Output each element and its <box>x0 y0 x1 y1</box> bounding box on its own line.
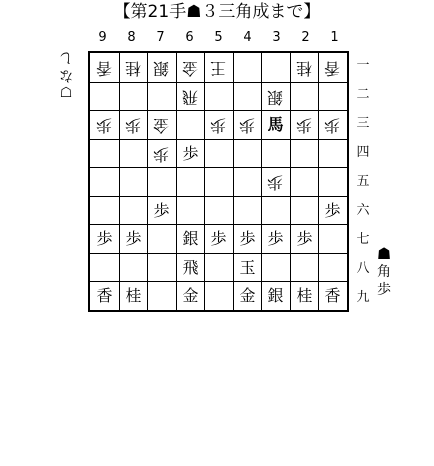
piece-glyph: 桂 <box>296 58 313 78</box>
piece-glyph: 香 <box>96 58 113 78</box>
piece-glyph: 馬 <box>267 114 284 134</box>
rank-label: 四 <box>356 145 370 160</box>
piece-glyph: 歩 <box>153 144 170 164</box>
sente-piece[interactable] <box>261 110 290 139</box>
piece-glyph: 飛 <box>182 87 199 107</box>
piece-glyph: 金 <box>182 58 199 78</box>
piece-glyph: 歩 <box>267 172 284 192</box>
piece-glyph: 歩 <box>324 115 341 135</box>
file-label: 9 <box>98 30 107 45</box>
rank-label: 七 <box>356 232 370 247</box>
file-label: 8 <box>127 30 136 45</box>
piece-glyph: 歩 <box>182 143 199 163</box>
gote-piece[interactable] <box>90 53 119 82</box>
gote-piece[interactable] <box>318 110 347 139</box>
sente-piece[interactable] <box>90 281 119 310</box>
piece-glyph: 歩 <box>153 200 170 220</box>
sente-piece[interactable] <box>90 224 119 253</box>
piece-glyph: 歩 <box>324 200 341 220</box>
file-labels <box>88 28 349 48</box>
gote-hand-label: なし <box>59 49 73 83</box>
piece-glyph: 玉 <box>239 257 256 277</box>
piece-glyph: 銀 <box>267 285 284 305</box>
rank-label: 三 <box>356 116 370 131</box>
file-label: 1 <box>330 30 339 45</box>
gote-piece[interactable] <box>176 82 205 111</box>
piece-glyph: 歩 <box>296 115 313 135</box>
gote-piece[interactable] <box>204 53 233 82</box>
file-label: 7 <box>156 30 165 45</box>
piece-glyph: 歩 <box>96 115 113 135</box>
gote-piece[interactable] <box>290 110 319 139</box>
gote-piece[interactable] <box>261 82 290 111</box>
piece-glyph: 歩 <box>267 228 284 248</box>
gote-piece[interactable] <box>290 53 319 82</box>
piece-glyph: 桂 <box>296 285 313 305</box>
rank-labels <box>353 51 373 312</box>
piece-glyph: 桂 <box>125 58 142 78</box>
file-label: 3 <box>272 30 281 45</box>
piece-glyph: 歩 <box>125 228 142 248</box>
gote-piece[interactable] <box>176 53 205 82</box>
gote-piece[interactable] <box>119 110 148 139</box>
piece-glyph: 香 <box>324 285 341 305</box>
sente-piece[interactable] <box>290 224 319 253</box>
file-label: 4 <box>243 30 252 45</box>
rank-label: 一 <box>356 58 370 73</box>
sente-piece[interactable] <box>318 196 347 225</box>
sente-piece[interactable] <box>147 196 176 225</box>
gote-piece[interactable] <box>318 53 347 82</box>
sente-piece[interactable] <box>176 139 205 168</box>
sente-piece[interactable] <box>233 253 262 282</box>
piece-glyph: 銀 <box>153 58 170 78</box>
sente-piece[interactable] <box>318 281 347 310</box>
piece-glyph: 金 <box>182 285 199 305</box>
sente-piece[interactable] <box>261 224 290 253</box>
gote-piece[interactable] <box>261 167 290 196</box>
sente-turn-mark: ☗ <box>376 244 392 263</box>
gote-piece[interactable] <box>147 110 176 139</box>
gote-pieces-in-hand <box>56 48 76 102</box>
gote-piece[interactable] <box>147 139 176 168</box>
piece-glyph: 歩 <box>210 115 227 135</box>
piece-glyph: 金 <box>239 285 256 305</box>
piece-glyph: 歩 <box>210 228 227 248</box>
sente-piece[interactable] <box>204 224 233 253</box>
piece-glyph: 歩 <box>96 228 113 248</box>
piece-glyph: 香 <box>324 58 341 78</box>
game-title: 【第21手☗３三角成まで】 <box>113 2 321 22</box>
piece-glyph: 歩 <box>239 228 256 248</box>
piece-glyph: 歩 <box>296 228 313 248</box>
piece-glyph: 銀 <box>182 228 199 248</box>
piece-glyph: 金 <box>153 115 170 135</box>
piece-glyph: 香 <box>96 285 113 305</box>
sente-piece[interactable] <box>176 224 205 253</box>
gote-piece[interactable] <box>233 110 262 139</box>
piece-glyph: 歩 <box>239 115 256 135</box>
piece-glyph: 桂 <box>125 285 142 305</box>
rank-label: 六 <box>356 203 370 218</box>
sente-piece[interactable] <box>233 224 262 253</box>
sente-piece[interactable] <box>176 253 205 282</box>
sente-piece[interactable] <box>290 281 319 310</box>
rank-label: 八 <box>356 261 370 276</box>
gote-piece[interactable] <box>204 110 233 139</box>
file-label: 6 <box>185 30 194 45</box>
piece-glyph: 銀 <box>267 87 284 107</box>
piece-glyph: 飛 <box>182 257 199 277</box>
gote-turn-mark: ☖ <box>59 85 73 101</box>
rank-label: 五 <box>356 174 370 189</box>
piece-glyph: 歩 <box>125 115 142 135</box>
shogi-board <box>88 51 349 312</box>
file-label: 2 <box>301 30 310 45</box>
gote-piece[interactable] <box>119 53 148 82</box>
sente-pieces-in-hand <box>374 245 394 299</box>
gote-piece[interactable] <box>147 53 176 82</box>
sente-piece[interactable] <box>119 281 148 310</box>
sente-hand-piece: 歩 <box>377 282 391 298</box>
piece-glyph: 王 <box>210 58 227 78</box>
sente-piece[interactable] <box>119 224 148 253</box>
sente-piece[interactable] <box>233 281 262 310</box>
rank-label: 九 <box>356 290 370 305</box>
sente-piece[interactable] <box>176 281 205 310</box>
gote-piece[interactable] <box>90 110 119 139</box>
board-grid <box>90 53 347 310</box>
sente-hand-piece: 角 <box>377 264 391 280</box>
file-label: 5 <box>214 30 223 45</box>
rank-label: 二 <box>356 87 370 102</box>
sente-piece[interactable] <box>261 281 290 310</box>
